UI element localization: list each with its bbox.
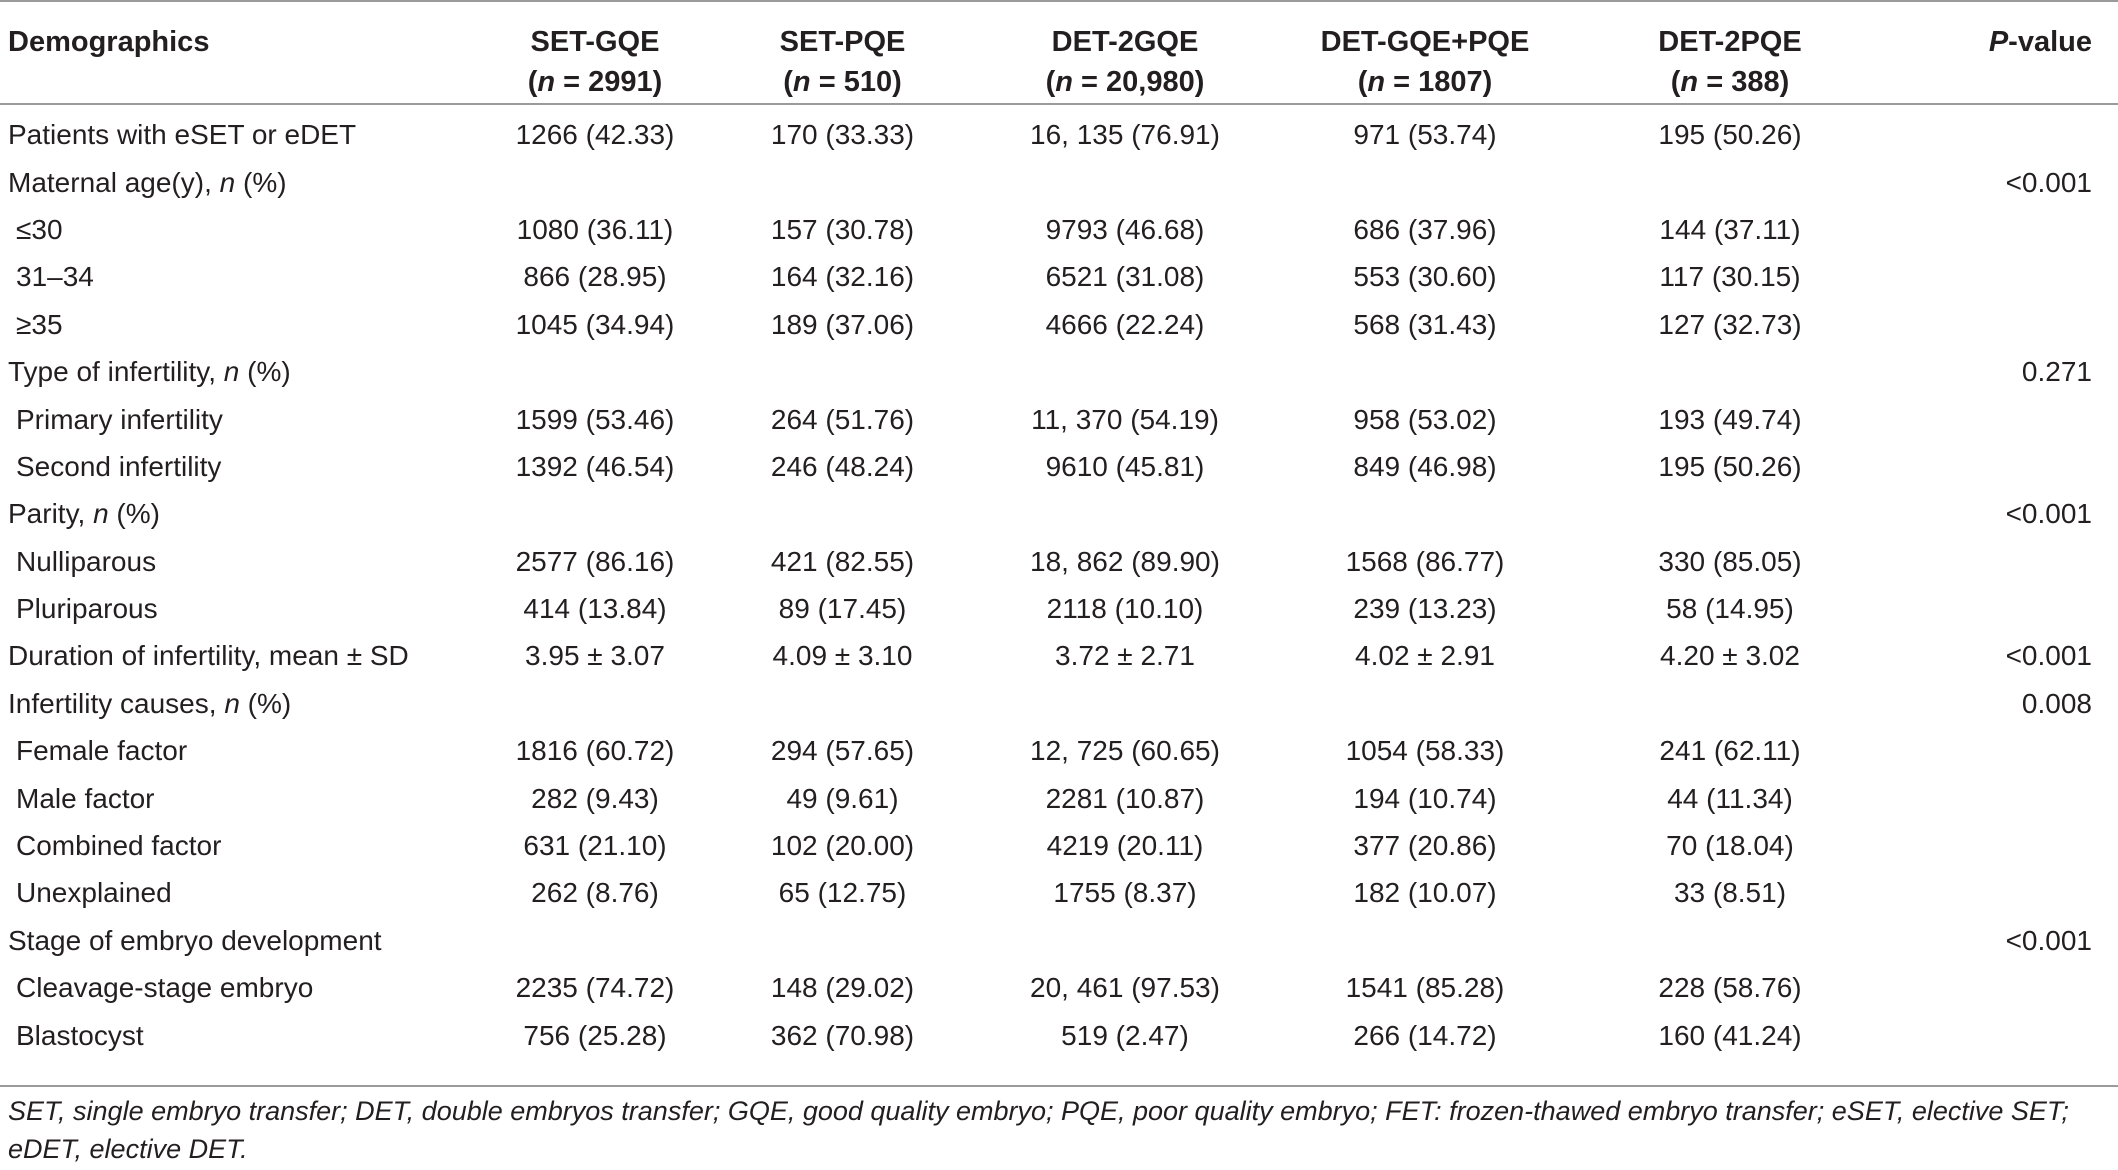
- cell-value: 971 (53.74): [1353, 119, 1497, 151]
- cell-value: 3.72 ± 2.71: [1055, 640, 1195, 672]
- cell-value: 958 (53.02): [1353, 403, 1497, 435]
- cell-value: [490, 490, 700, 537]
- cell-value: 193 (49.74): [1658, 403, 1802, 435]
- table-row: [0, 490, 2118, 537]
- group-name: DET-2GQE: [1051, 26, 1199, 58]
- cell-value: 148 (29.02): [770, 972, 915, 1004]
- row-label: Type of infertility, n (%): [8, 356, 291, 388]
- cell-value: 4219 (20.11): [1046, 830, 1204, 862]
- cell-value: [1265, 917, 1585, 964]
- cell-value: 195 (50.26): [1658, 450, 1802, 482]
- cell-value: 20, 461 (97.53): [1030, 972, 1220, 1004]
- cell-pvalue: [1875, 822, 2118, 869]
- group-n: (n = 20,980): [1045, 66, 1205, 98]
- cell-value: 49 (9.61): [786, 782, 899, 814]
- cell-pvalue: [1875, 253, 2118, 300]
- cell-value: 239 (13.23): [1353, 593, 1497, 625]
- cell-value: 3.95 ± 3.07: [525, 640, 665, 672]
- cell-value: 18, 862 (89.90): [1030, 545, 1220, 577]
- cell-value: [490, 917, 700, 964]
- cell-value: 1568 (86.77): [1345, 545, 1505, 577]
- cell-pvalue: [1875, 206, 2118, 253]
- cell-pvalue: [1875, 1011, 2118, 1064]
- cell-value: 228 (58.76): [1658, 972, 1802, 1004]
- table-row: [0, 301, 2118, 348]
- cell-value: 182 (10.07): [1353, 877, 1497, 909]
- cell-value: [1585, 917, 1875, 964]
- row-label: Primary infertility: [16, 403, 223, 435]
- cell-value: 4.09 ± 3.10: [772, 640, 913, 672]
- table-header: [0, 1, 2118, 104]
- cell-value: 519 (2.47): [1061, 1019, 1189, 1051]
- cell-pvalue: [1875, 443, 2118, 490]
- table-body: [0, 104, 2118, 1065]
- cell-value: [700, 680, 985, 727]
- cell-value: [1585, 348, 1875, 395]
- footnote-divider: [0, 1085, 2118, 1087]
- cell-pvalue: [1875, 964, 2118, 1011]
- cell-value: 194 (10.74): [1353, 782, 1497, 814]
- header-group-1: [490, 1, 700, 104]
- cell-value: 11, 370 (54.19): [1031, 403, 1219, 435]
- row-label: Nulliparous: [16, 545, 157, 577]
- cell-value: 1392 (46.54): [515, 450, 675, 482]
- table-row: [0, 206, 2118, 253]
- cell-value: [490, 680, 700, 727]
- cell-value: 4.02 ± 2.91: [1355, 640, 1495, 672]
- cell-value: 189 (37.06): [770, 308, 915, 340]
- cell-pvalue: [1875, 538, 2118, 585]
- cell-value: 1054 (58.33): [1345, 735, 1505, 767]
- cell-value: 1045 (34.94): [515, 308, 675, 340]
- table-row: [0, 774, 2118, 821]
- cell-value: 6521 (31.08): [1045, 261, 1205, 293]
- pvalue-rest: -value: [2008, 26, 2092, 58]
- cell-value: 164 (32.16): [770, 261, 915, 293]
- table-row: [0, 443, 2118, 490]
- row-label: Duration of infertility, mean ± SD: [8, 640, 409, 672]
- cell-value: 70 (18.04): [1666, 830, 1794, 862]
- cell-pvalue: 0.271: [2021, 356, 2092, 388]
- cell-value: 849 (46.98): [1353, 450, 1497, 482]
- cell-value: [1265, 158, 1585, 205]
- cell-value: 2577 (86.16): [515, 545, 675, 577]
- cell-value: 1266 (42.33): [515, 119, 675, 151]
- cell-pvalue: <0.001: [2005, 924, 2092, 956]
- header-group-4: [1265, 1, 1585, 104]
- row-label: Pluriparous: [16, 593, 158, 625]
- cell-value: 756 (25.28): [523, 1019, 667, 1051]
- cell-value: 362 (70.98): [770, 1019, 915, 1051]
- cell-value: 553 (30.60): [1353, 261, 1497, 293]
- cell-value: 1080 (36.11): [516, 213, 674, 245]
- table-row: [0, 395, 2118, 442]
- table-row: [0, 538, 2118, 585]
- cell-value: 9610 (45.81): [1045, 450, 1205, 482]
- cell-value: 9793 (46.68): [1045, 213, 1205, 245]
- header-pvalue: [1875, 1, 2118, 104]
- cell-value: 262 (8.76): [531, 877, 659, 909]
- cell-value: 330 (85.05): [1658, 545, 1802, 577]
- table-row: [0, 104, 2118, 158]
- cell-value: [985, 490, 1265, 537]
- cell-value: [1265, 348, 1585, 395]
- cell-value: 102 (20.00): [770, 830, 915, 862]
- group-n: (n = 1807): [1357, 66, 1493, 98]
- group-name: SET-GQE: [530, 26, 660, 58]
- cell-value: 2235 (74.72): [515, 972, 675, 1004]
- row-label: Maternal age(y), n (%): [8, 166, 287, 198]
- cell-value: [700, 158, 985, 205]
- cell-value: 1541 (85.28): [1345, 972, 1505, 1004]
- row-label: Female factor: [16, 735, 188, 767]
- cell-value: 160 (41.24): [1658, 1019, 1802, 1051]
- cell-value: 686 (37.96): [1353, 213, 1497, 245]
- table-row: [0, 1011, 2118, 1064]
- cell-pvalue: [1875, 727, 2118, 774]
- cell-value: 266 (14.72): [1353, 1019, 1497, 1051]
- row-label: Blastocyst: [16, 1019, 144, 1051]
- cell-value: [700, 490, 985, 537]
- group-name: DET-2PQE: [1658, 26, 1802, 58]
- row-label: Combined factor: [16, 830, 222, 862]
- row-label: 31–34: [16, 261, 94, 293]
- group-name: SET-PQE: [779, 26, 906, 58]
- cell-value: 144 (37.11): [1659, 213, 1801, 245]
- cell-pvalue: <0.001: [2005, 640, 2092, 672]
- cell-value: 377 (20.86): [1353, 830, 1497, 862]
- cell-value: 2281 (10.87): [1045, 782, 1205, 814]
- cell-value: 12, 725 (60.65): [1030, 735, 1220, 767]
- cell-value: 89 (17.45): [778, 593, 907, 625]
- cell-pvalue: 0.008: [2021, 687, 2092, 719]
- cell-value: 1755 (8.37): [1053, 877, 1197, 909]
- cell-value: 568 (31.43): [1353, 308, 1497, 340]
- cell-value: 282 (9.43): [531, 782, 659, 814]
- cell-value: 241 (62.11): [1659, 735, 1801, 767]
- header-group-2: [700, 1, 985, 104]
- cell-value: 1816 (60.72): [515, 735, 675, 767]
- cell-value: 33 (8.51): [1673, 877, 1787, 909]
- table-row: [0, 632, 2118, 679]
- cell-value: 16, 135 (76.91): [1030, 119, 1220, 151]
- cell-value: 58 (14.95): [1666, 593, 1794, 625]
- cell-value: [1585, 158, 1875, 205]
- table-row: [0, 158, 2118, 205]
- cell-pvalue: [1875, 869, 2118, 916]
- table-row: [0, 869, 2118, 916]
- cell-value: 2118 (10.10): [1046, 593, 1204, 625]
- cell-value: 631 (21.10): [523, 830, 667, 862]
- table-row: [0, 727, 2118, 774]
- cell-value: [985, 348, 1265, 395]
- cell-value: 1599 (53.46): [515, 403, 675, 435]
- group-n: (n = 388): [1670, 66, 1790, 98]
- table-row: [0, 964, 2118, 1011]
- cell-value: 157 (30.78): [770, 213, 915, 245]
- cell-value: [490, 158, 700, 205]
- header-demographics: [0, 1, 490, 104]
- header-group-5: [1585, 1, 1875, 104]
- row-label: ≤30: [16, 213, 63, 245]
- row-label: Parity, n (%): [8, 498, 160, 530]
- cell-value: 294 (57.65): [770, 735, 915, 767]
- header-row: [0, 1, 2118, 104]
- cell-value: [985, 158, 1265, 205]
- cell-value: 127 (32.73): [1658, 308, 1802, 340]
- table-row: [0, 253, 2118, 300]
- table-footnote: SET, single embryo transfer; DET, double embryos transfer; GQE, good quality embryo; PQE, poor quality embryo; FET: frozen-thawed embryo transfer; eSET, elective SET; eDET, elective DET.: [8, 1096, 2069, 1164]
- cell-pvalue: <0.001: [2005, 498, 2092, 530]
- cell-pvalue: [1875, 301, 2118, 348]
- cell-value: 4.20 ± 3.02: [1660, 640, 1800, 672]
- cell-value: 65 (12.75): [778, 877, 907, 909]
- row-label: Cleavage-stage embryo: [16, 972, 314, 1004]
- cell-value: [1585, 680, 1875, 727]
- cell-value: [985, 917, 1265, 964]
- row-label: Infertility causes, n (%): [8, 687, 292, 719]
- cell-value: [700, 917, 985, 964]
- cell-pvalue: [1875, 585, 2118, 632]
- cell-value: 195 (50.26): [1658, 119, 1802, 151]
- cell-value: [490, 348, 700, 395]
- cell-pvalue: [1875, 774, 2118, 821]
- group-n: (n = 2991): [527, 66, 663, 98]
- row-label: Second infertility: [16, 450, 222, 482]
- table-row: [0, 348, 2118, 395]
- row-label: Male factor: [16, 782, 155, 814]
- header-group-3: [985, 1, 1265, 104]
- cell-value: 866 (28.95): [523, 261, 667, 293]
- table-row: [0, 917, 2118, 964]
- header-demographics-label: Demographics: [8, 26, 210, 58]
- cell-value: [985, 680, 1265, 727]
- group-name: DET-GQE+PQE: [1320, 26, 1530, 58]
- cell-value: [700, 348, 985, 395]
- cell-value: 246 (48.24): [770, 450, 915, 482]
- cell-value: [1585, 490, 1875, 537]
- table-row: [0, 585, 2118, 632]
- cell-value: [1265, 490, 1585, 537]
- row-label: Unexplained: [16, 877, 172, 909]
- cell-pvalue: [1875, 104, 2118, 158]
- table-row: [0, 680, 2118, 727]
- row-label: Patients with eSET or eDET: [8, 119, 357, 151]
- cell-value: 414 (13.84): [523, 593, 667, 625]
- cell-value: 44 (11.34): [1667, 782, 1793, 814]
- cell-value: 117 (30.15): [1659, 261, 1801, 293]
- cell-pvalue: <0.001: [2005, 166, 2092, 198]
- cell-value: 421 (82.55): [770, 545, 915, 577]
- cell-value: 170 (33.33): [770, 119, 915, 151]
- pvalue-italic: P: [1988, 26, 2009, 58]
- row-label: ≥35: [16, 308, 63, 340]
- row-label: Stage of embryo development: [8, 924, 382, 956]
- cell-value: 4666 (22.24): [1045, 308, 1205, 340]
- cell-value: [1265, 680, 1585, 727]
- group-n: (n = 510): [783, 66, 902, 98]
- table-row: [0, 822, 2118, 869]
- cell-value: 264 (51.76): [770, 403, 915, 435]
- cell-pvalue: [1875, 395, 2118, 442]
